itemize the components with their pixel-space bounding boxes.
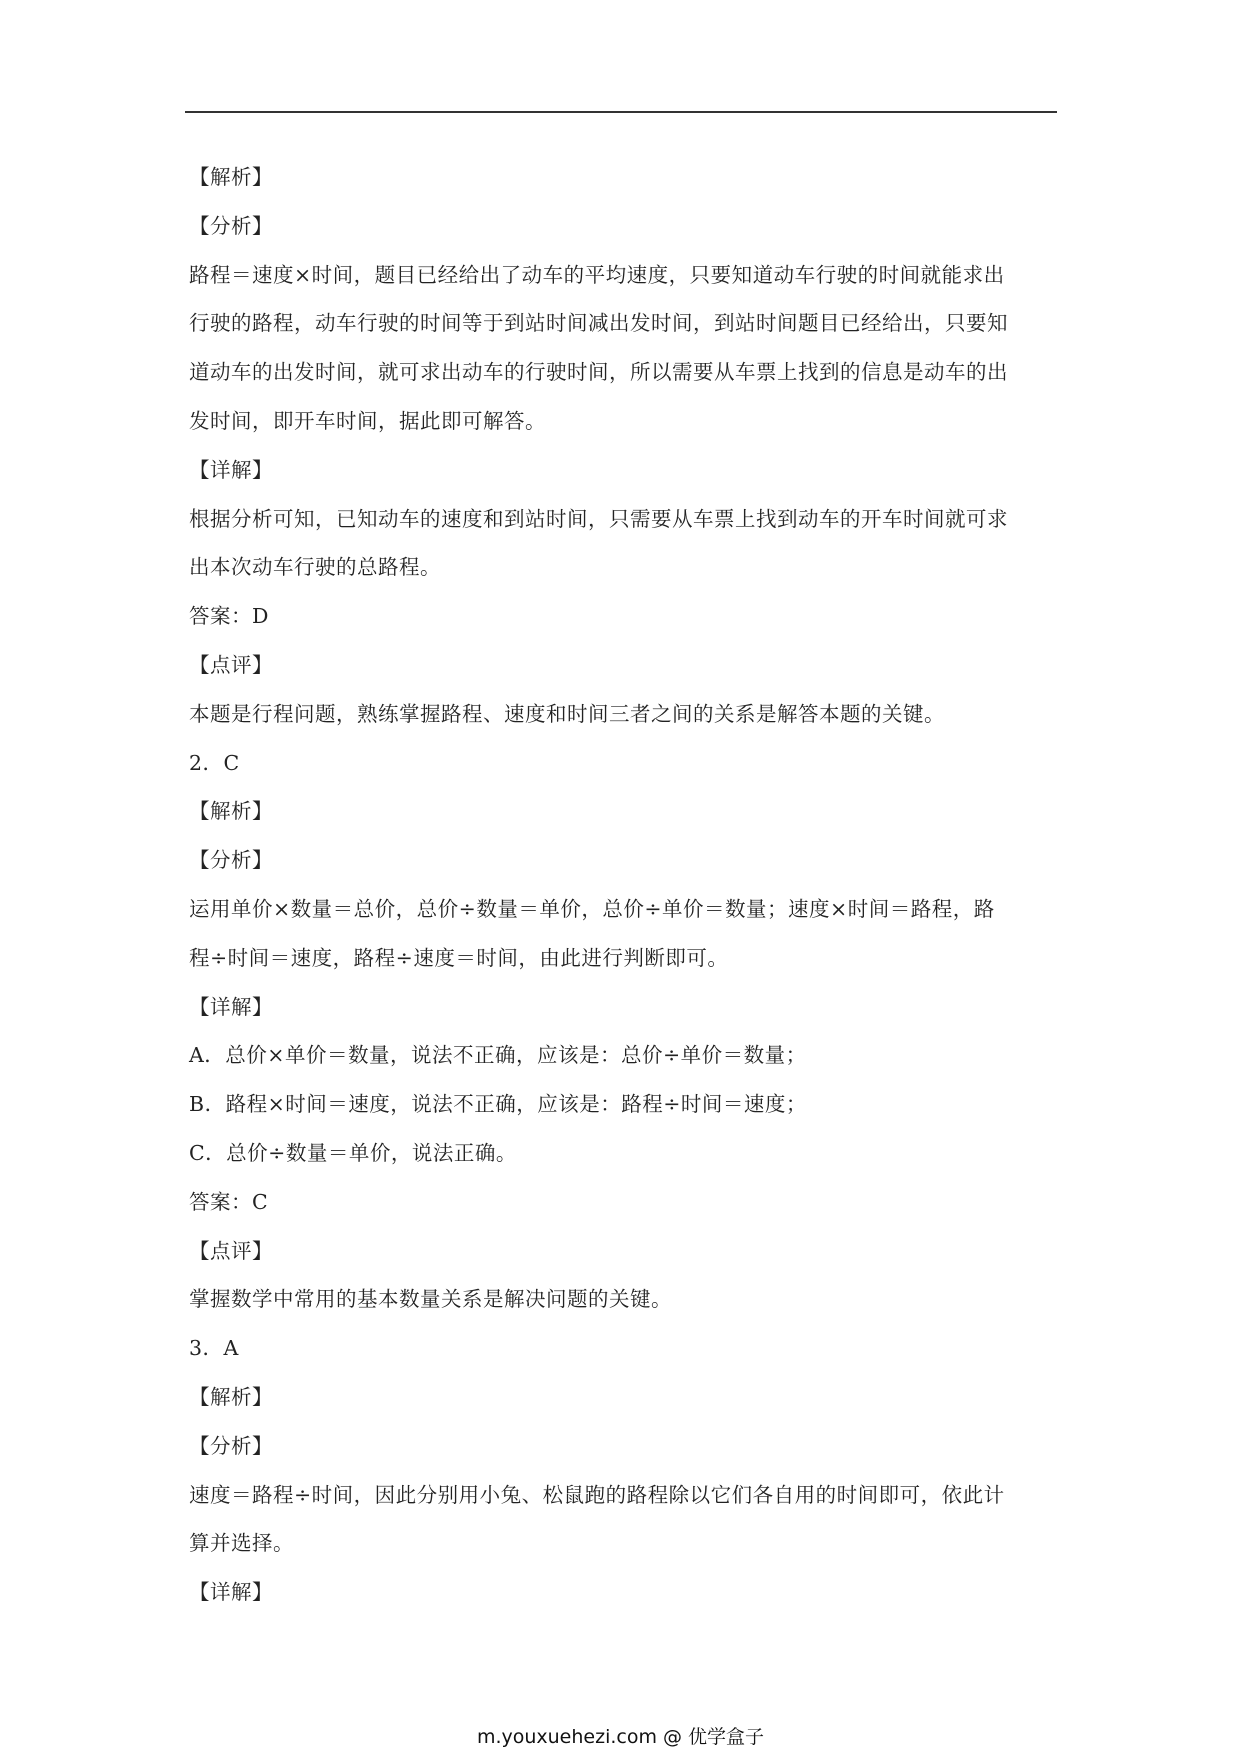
paragraph-line: 算并选择。 <box>189 1531 294 1556</box>
paragraph-line: 出本次动车行驶的总路程。 <box>189 555 441 580</box>
section-label-comment: 【点评】 <box>189 652 273 677</box>
section-label-breakdown: 【分析】 <box>189 213 273 238</box>
paragraph-line: 发时间，即开车时间，据此即可解答。 <box>189 408 546 433</box>
question-number: 2．C <box>189 750 240 775</box>
paragraph-line: 本题是行程问题，熟练掌握路程、速度和时间三者之间的关系是解答本题的关键。 <box>189 701 945 726</box>
paragraph-line: 根据分析可知，已知动车的速度和到站时间，只需要从车票上找到动车的开车时间就可求 <box>189 506 1008 531</box>
section-label-breakdown: 【分析】 <box>189 1433 273 1458</box>
paragraph-line: 掌握数学中常用的基本数量关系是解决问题的关键。 <box>189 1287 672 1312</box>
paragraph-line: 程÷时间＝速度，路程÷速度＝时间，由此进行判断即可。 <box>189 945 729 970</box>
section-label-comment: 【点评】 <box>189 1238 273 1263</box>
paragraph-line: 速度＝路程÷时间，因此分别用小兔、松鼠跑的路程除以它们各自用的时间即可，依此计 <box>189 1482 1005 1507</box>
section-label-analysis: 【解析】 <box>189 799 273 824</box>
question-number: 3．A <box>189 1336 239 1361</box>
paragraph-line: 运用单价×数量＝总价，总价÷数量＝单价，总价÷单价＝数量；速度×时间＝路程，路 <box>189 896 995 921</box>
section-label-analysis: 【解析】 <box>189 165 273 189</box>
section-label-detail: 【详解】 <box>189 457 273 482</box>
option-line: A．总价×单价＝数量，说法不正确，应该是：总价÷单价＝数量； <box>189 1043 807 1068</box>
answer-line: 答案：C <box>189 1189 269 1214</box>
section-label-analysis: 【解析】 <box>189 1384 273 1409</box>
option-line: C．总价÷数量＝单价，说法正确。 <box>189 1140 517 1165</box>
header-rule <box>185 111 1057 113</box>
section-label-detail: 【详解】 <box>189 1580 273 1605</box>
footer-watermark: m.youxuehezi.com @ 优学盒子 <box>476 1726 765 1748</box>
paragraph-line: 行驶的路程，动车行驶的时间等于到站时间减出发时间，到站时间题目已经给出，只要知 <box>189 311 1008 336</box>
document-body <box>189 153 1055 1617</box>
option-line: B．路程×时间＝速度，说法不正确，应该是：路程÷时间＝速度； <box>189 1092 807 1117</box>
section-label-breakdown: 【分析】 <box>189 848 273 873</box>
section-label-detail: 【详解】 <box>189 994 273 1019</box>
answer-line: 答案：D <box>189 604 269 629</box>
paragraph-line: 路程＝速度×时间，题目已经给出了动车的平均速度，只要知道动车行驶的时间就能求出 <box>189 262 1005 287</box>
paragraph-line: 道动车的出发时间，就可求出动车的行驶时间，所以需要从车票上找到的信息是动车的出 <box>189 360 1008 385</box>
